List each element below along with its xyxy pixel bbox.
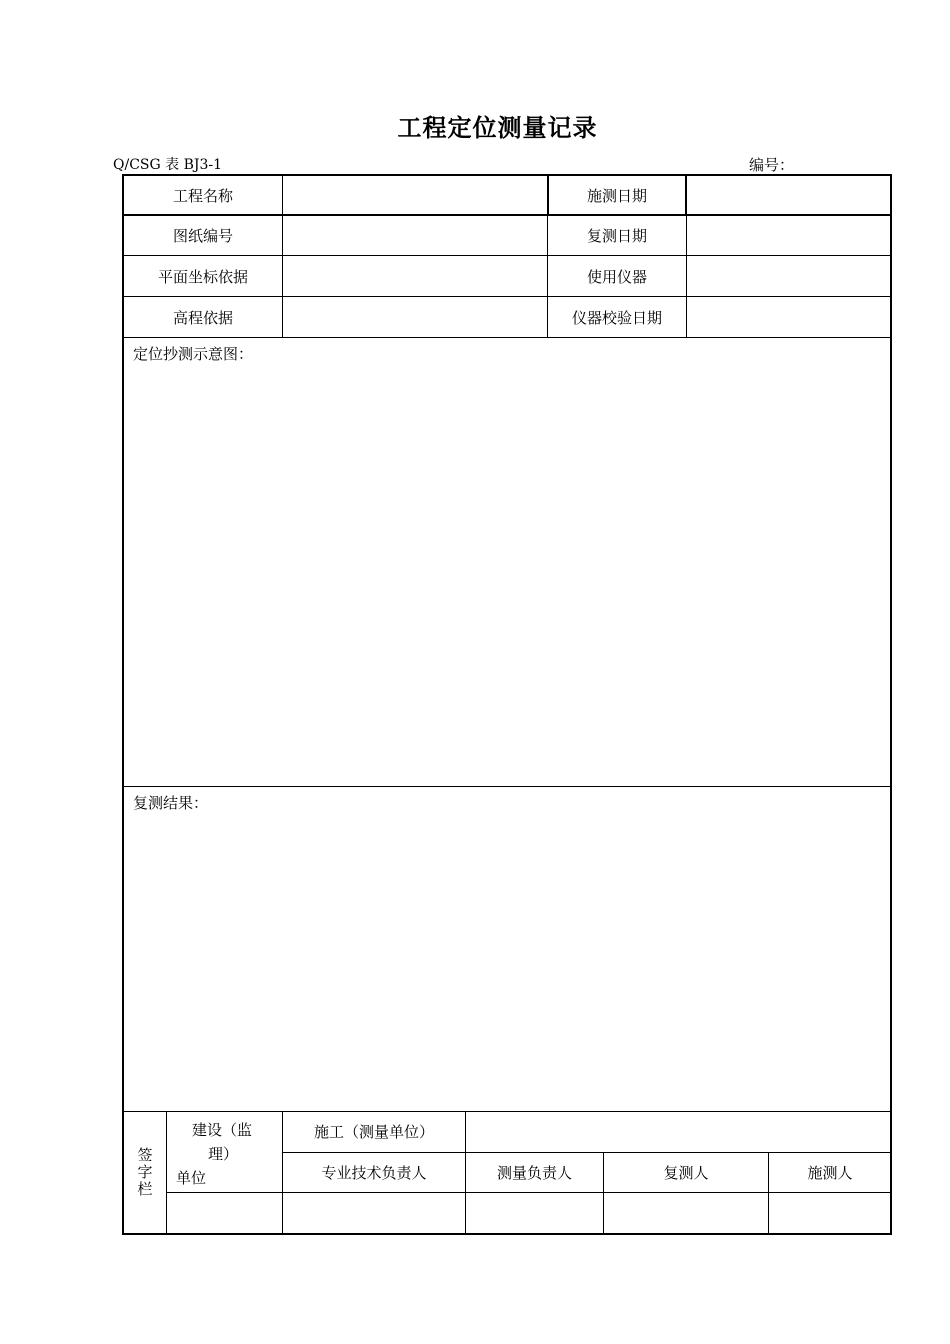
owner-supervision-unit-label: [167, 1112, 282, 1192]
owner-unit-line: 理）: [208, 1145, 239, 1163]
surveyor-signature-field[interactable]: [769, 1193, 891, 1233]
signature-column-char: 栏: [137, 1180, 153, 1198]
owner-unit-line: 单位: [176, 1169, 207, 1187]
instrument-calibration-date-label: 仪器校验日期: [571, 309, 662, 327]
survey-date-value[interactable]: [687, 177, 891, 215]
plane-coordinate-basis-label: 平面坐标依据: [157, 268, 248, 286]
survey-date-label: 施测日期: [586, 187, 647, 205]
construction-survey-unit-value[interactable]: [466, 1112, 891, 1152]
row-divider: [123, 786, 891, 787]
surveyor-header: 施测人: [807, 1163, 853, 1182]
owner-unit-line: 建设（监: [192, 1121, 253, 1139]
technical-lead-header: 专业技术负责人: [321, 1163, 427, 1182]
signature-column-char: 签: [137, 1146, 153, 1164]
elevation-basis-value[interactable]: [283, 298, 547, 338]
owner-signature-field[interactable]: [167, 1193, 282, 1233]
signature-column-label: [124, 1112, 166, 1233]
positioning-diagram-area[interactable]: [124, 368, 890, 784]
form-code: Q/CSG 表 BJ3-1: [113, 157, 223, 173]
resurveyor-header: 复测人: [663, 1163, 709, 1182]
drawing-number-value[interactable]: [283, 216, 547, 256]
survey-lead-header: 测量负责人: [496, 1163, 572, 1182]
construction-survey-unit-label: 施工（测量单位）: [313, 1123, 434, 1141]
survey-lead-signature-field[interactable]: [466, 1193, 603, 1233]
instrument-used-value[interactable]: [687, 257, 891, 297]
positioning-diagram-label: 定位抄测示意图：: [133, 345, 254, 363]
project-name-label: 工程名称: [172, 187, 233, 205]
technical-lead-signature-field[interactable]: [283, 1193, 465, 1233]
resurvey-date-value[interactable]: [687, 216, 891, 256]
elevation-basis-label: 高程依据: [172, 309, 233, 327]
resurveyor-signature-field[interactable]: [604, 1193, 768, 1233]
instrument-calibration-date-value[interactable]: [687, 298, 891, 338]
drawing-number-label: 图纸编号: [172, 227, 233, 245]
resurvey-result-area[interactable]: [124, 818, 890, 1110]
instrument-used-label: 使用仪器: [586, 268, 647, 286]
plane-coordinate-basis-value[interactable]: [283, 257, 547, 297]
signature-column-char: 字: [137, 1163, 153, 1181]
page-title: 工程定位测量记录: [397, 114, 598, 142]
resurvey-result-label: 复测结果：: [133, 794, 209, 812]
project-name-value[interactable]: [283, 177, 547, 215]
serial-number-label: 编号：: [749, 156, 795, 174]
resurvey-date-label: 复测日期: [586, 227, 647, 245]
